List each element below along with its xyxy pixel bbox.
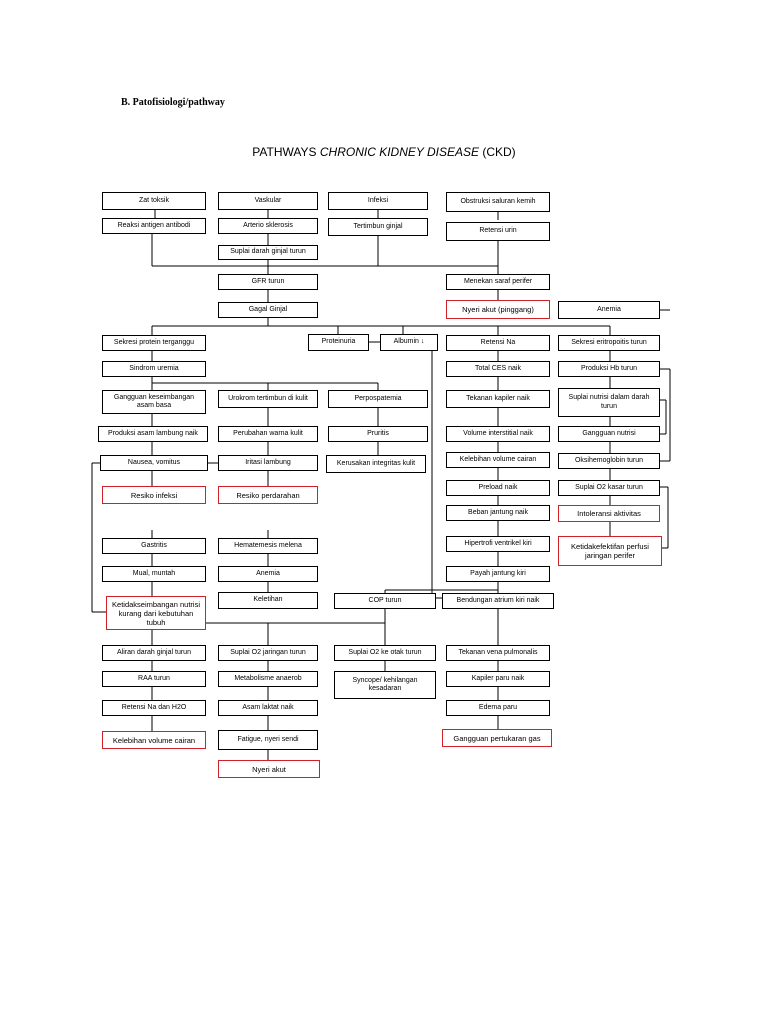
node-payah-jantung: Payah jantung kiri [446, 566, 550, 582]
node-tekanan-vena: Tekanan vena pulmonalis [446, 645, 550, 661]
node-retensi-na-h2o: Retensi Na dan H2O [102, 700, 206, 716]
node-suplai-darah-ginjal: Suplai darah ginjal turun [218, 245, 318, 260]
node-edema-paru: Edema paru [446, 700, 550, 716]
node-gangguan-nutrisi: Gangguan nutrisi [558, 426, 660, 442]
section-heading: B. Patofisiologi/pathway [121, 97, 225, 108]
title-suffix: (CKD) [479, 145, 516, 159]
node-fatigue: Fatigue, nyeri sendi [218, 730, 318, 750]
node-hematemesis: Hematemesis melena [218, 538, 318, 554]
node-gfr-turun: GFR turun [218, 274, 318, 290]
node-menekan-saraf: Menekan saraf perifer [446, 274, 550, 290]
node-zat-toksik: Zat toksik [102, 192, 206, 210]
node-sindrom-uremia: Sindrom uremia [102, 361, 206, 377]
node-suplai-o2-kasar: Suplai O2 kasar turun [558, 480, 660, 496]
diagnosis-kelebihan-volume-cairan: Kelebihan volume cairan [102, 731, 206, 749]
node-vaskular: Vaskular [218, 192, 318, 210]
diagnosis-kerusakan-kulit: Kerusakan integritas kulit [326, 455, 426, 473]
node-raa-turun: RAA turun [102, 671, 206, 687]
node-proteinuria: Proteinuria [308, 334, 369, 351]
node-produksi-asam: Produksi asam lambung naik [98, 426, 208, 442]
node-gangguan-keseimbangan: Gangguan keseimbangan asam basa [102, 390, 206, 414]
diagnosis-resiko-infeksi: Resiko infeksi [102, 486, 206, 504]
node-perubahan-warna: Perubahan warna kulit [218, 426, 318, 442]
node-tertimbun-ginjal: Tertimbun ginjal [328, 218, 428, 236]
node-cop-turun: COP turun [334, 593, 436, 609]
diagnosis-intoleransi: Intoleransi aktivitas [558, 505, 660, 522]
node-tekanan-kapiler: Tekanan kapiler naik [446, 390, 550, 408]
node-suplai-o2-jaringan: Suplai O2 jaringan turun [218, 645, 318, 661]
node-suplai-o2-otak: Suplai O2 ke otak turun [334, 645, 436, 661]
node-gagal-ginjal: Gagal Ginjal [218, 302, 318, 318]
node-kelebihan-volume-cairan-mid: Kelebihan volume cairan [446, 452, 550, 468]
node-volume-interstitial: Volume interstitial naik [446, 426, 550, 442]
diagnosis-nyeri-akut: Nyeri akut [218, 760, 320, 778]
node-produksi-hb: Produksi Hb turun [558, 361, 660, 377]
node-retensi-urin: Retensi urin [446, 222, 550, 241]
diagnosis-ketidakseimbangan: Ketidakseimbangan nutrisi kurang dari kebutuhan tubuh [106, 596, 206, 630]
node-beban-jantung: Beban jantung naik [446, 505, 550, 521]
node-oksihemoglobin: Oksihemoglobin turun [558, 453, 660, 469]
node-albumin: Albumin ↓ [380, 334, 438, 351]
node-hipertrofi: Hipertrofi ventrikel kiri [446, 536, 550, 552]
node-anemia-mid: Anemia [218, 566, 318, 582]
title-prefix: PATHWAYS [252, 145, 320, 159]
node-metabolisme: Metabolisme anaerob [218, 671, 318, 687]
node-aliran-darah: Aliran darah ginjal turun [102, 645, 206, 661]
node-asam-laktat: Asam laktat naik [218, 700, 318, 716]
node-perpospatemia: Perpospatemia [328, 390, 428, 408]
node-retensi-na: Retensi Na [446, 335, 550, 351]
node-nausea: Nausea, vomitus [100, 455, 208, 471]
node-mual: Mual, muntah [102, 566, 206, 582]
node-anemia-top: Anemia [558, 301, 660, 319]
node-obstruksi: Obstruksi saluran kemih [446, 192, 550, 212]
node-syncope: Syncope/ kehilangan kesadaran [334, 671, 436, 699]
node-urokrom: Urokrom tertimbun di kulit [218, 390, 318, 408]
node-arterio-sklerosis: Arterio sklerosis [218, 218, 318, 234]
node-iritasi-lambung: Iritasi lambung [218, 455, 318, 471]
node-infeksi: Infeksi [328, 192, 428, 210]
node-gastritis: Gastritis [102, 538, 206, 554]
diagnosis-gangguan-pertukaran-gas: Gangguan pertukaran gas [442, 729, 552, 747]
node-kapiler-paru: Kapiler paru naik [446, 671, 550, 687]
node-suplai-nutrisi: Suplai nutrisi dalam darah turun [558, 388, 660, 417]
node-sekresi-eritropoitis: Sekresi eritropoitis turun [558, 335, 660, 351]
diagnosis-nyeri-akut-pinggang: Nyeri akut (pinggang) [446, 300, 550, 319]
title-italic: CHRONIC KIDNEY DISEASE [319, 145, 480, 159]
node-sekresi-protein: Sekresi protein terganggu [102, 335, 206, 351]
node-total-ces: Total CES naik [446, 361, 550, 377]
node-preload: Preload naik [446, 480, 550, 496]
node-keletihan: Keletihan [218, 592, 318, 609]
node-reaksi-antigen: Reaksi antigen antibodi [102, 218, 206, 234]
diagnosis-resiko-perdarahan: Resiko perdarahan [218, 486, 318, 504]
diagnosis-ketidakefektifan: Ketidakefektifan perfusi jaringan perifer [558, 536, 662, 566]
node-pruritis: Pruritis [328, 426, 428, 442]
node-bendungan-atrium: Bendungan atrium kiri naik [442, 593, 554, 609]
